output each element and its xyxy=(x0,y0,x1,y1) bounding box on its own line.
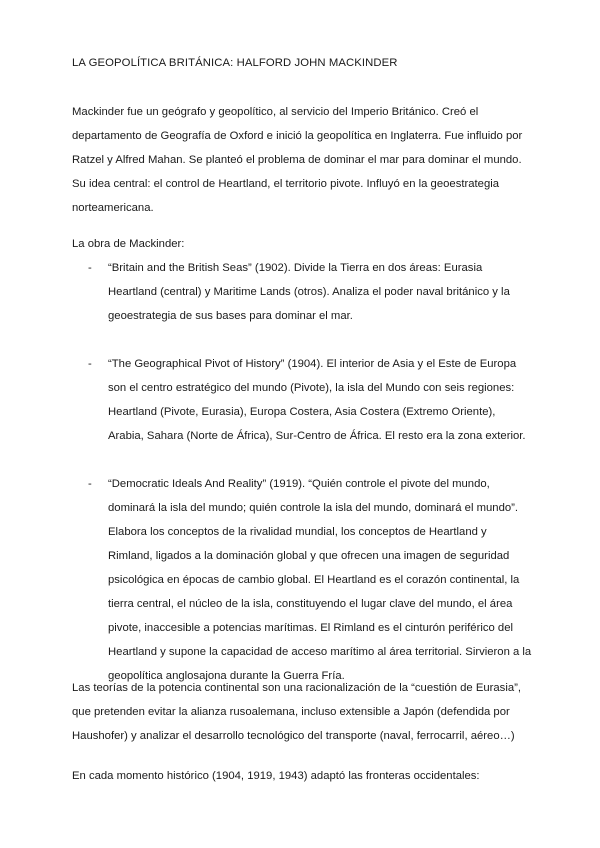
list-item-text: “The Geographical Pivot of History” (1904). El interior de Asia y el Este de Europa son el centro estratégico del mundo (Pivote), la isla del Mundo con seis regiones: Heartland (Pivote, Eurasia), Europa Costera, Asia Costera (Extremo Oriente), Arabia, Sahara (Norte de África), Sur-Centro de África. El resto era la zona exterior. xyxy=(108,358,526,442)
works-heading: La obra de Mackinder: xyxy=(72,238,185,250)
list-item-text: “Britain and the British Seas” (1902). Divide la Tierra en dos áreas: Eurasia Heartland (central) y Maritime Lands (otros). Analiza el poder naval británico y la geoestrategia de sus bases para dominar el mar. xyxy=(108,262,510,322)
list-item-text: “Democratic Ideals And Reality” (1919). “Quién controle el pivote del mundo, dominará la isla del mundo; quién controle la isla del mundo, dominará el mundo”. Elabora los conceptos de la rivalidad mundial, los conceptos de Heartland y Rimland, ligados a la dominación global y que ofrecen una imagen de seguridad psicológica en épocas de cambio global. El Heartland es el corazón continental, la tierra central, el núcleo de la isla, constituyendo el lugar clave del mundo, el área pivote, inaccesible a potencias marítimas. El Rimland es el cinturón periférico del Heartland y supone la capacidad de acceso marítimo al área territorial. Sirvieron a la geopolítica anglosajona durante la Guerra Fría. xyxy=(108,478,532,682)
continental-paragraph: Las teorías de la potencia continental son una racionalización de la “cuestión de Eurasia”, que pretenden evitar la alianza rusoalemana, incluso extensible a Japón (defendida por Haushofer) y analizar el desarrollo tecnológico del transporte (naval, ferrocarril, aéreo…) xyxy=(72,682,522,742)
list-item xyxy=(72,256,532,328)
document-title: LA GEOPOLÍTICA BRITÁNICA: HALFORD JOHN MACKINDER xyxy=(72,57,398,69)
bullet-dash: - xyxy=(88,262,92,274)
list-item xyxy=(72,352,532,448)
moments-paragraph: En cada momento histórico (1904, 1919, 1943) adaptó las fronteras occidentales: xyxy=(72,770,480,782)
intro-paragraph: Mackinder fue un geógrafo y geopolítico, al servicio del Imperio Británico. Creó el departamento de Geografía de Oxford e inició la geopolítica en Inglaterra. Fue influido por Ratzel y Alfred Mahan. Se planteó el problema de dominar el mar para dominar el mundo. Su idea central: el control de Heartland, el territorio pivote. Influyó en la geoestrategia norteamericana. xyxy=(72,106,523,214)
works-list xyxy=(72,256,532,688)
bullet-dash: - xyxy=(88,358,92,370)
list-item xyxy=(72,472,532,688)
bullet-dash: - xyxy=(88,478,92,490)
